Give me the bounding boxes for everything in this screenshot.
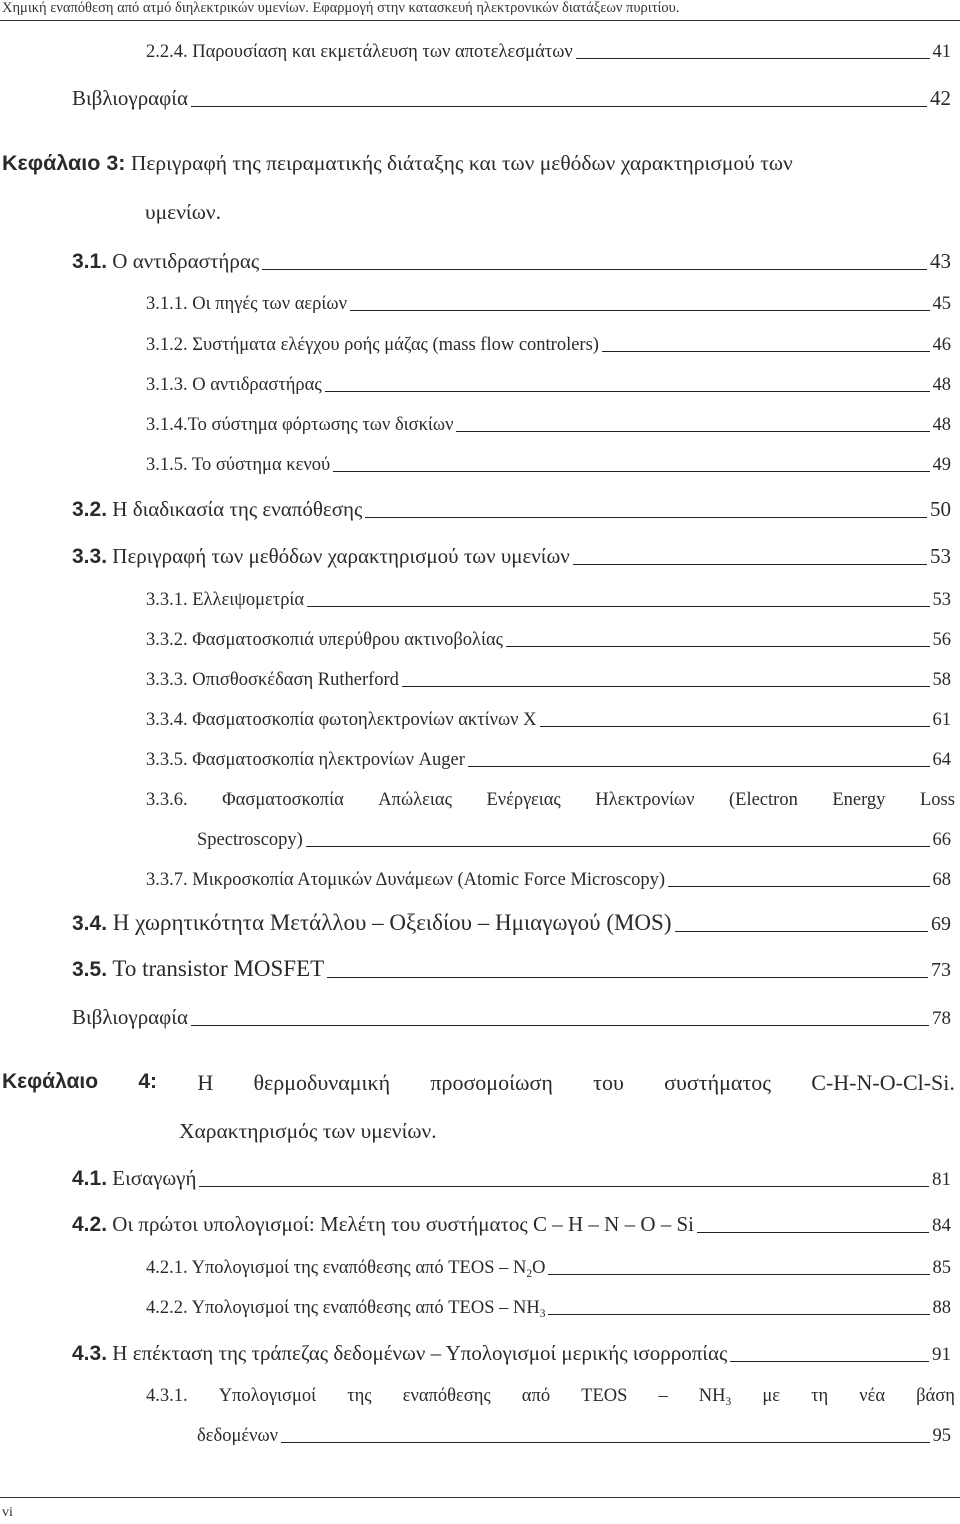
leader-line <box>402 686 930 687</box>
toc-entry[interactable]: 4.3. Η επέκταση της τράπεζας δεδομένων – Υπολογισμοί μερικής ισορροπίας 91 <box>72 1341 951 1365</box>
leader-line <box>573 564 927 565</box>
page-number: 41 <box>932 42 951 62</box>
page-number: 58 <box>932 670 951 690</box>
page-number: 53 <box>932 590 951 610</box>
leader-line <box>191 106 927 107</box>
page-number: 56 <box>932 630 951 650</box>
chapter-heading-cont: υμενίων. <box>145 200 221 224</box>
leader-line <box>675 931 929 932</box>
leader-line <box>325 391 930 392</box>
toc-entry[interactable]: 3.3.6. Φασματοσκοπία Απώλειας Ενέργειας Ηλεκτρονίων (Electron Energy Loss <box>146 790 955 810</box>
leader-line <box>307 606 929 607</box>
toc-entry[interactable]: 4.1. Εισαγωγή 81 <box>72 1166 951 1190</box>
toc-entry[interactable]: 3.1. Ο αντιδραστήρας 43 <box>72 249 951 273</box>
leader-line <box>281 1442 929 1443</box>
leader-line <box>697 1232 929 1233</box>
leader-line <box>262 269 927 270</box>
toc-entry[interactable]: 3.3.4. Φασματοσκοπία φωτοηλεκτρονίων ακτίνων X 61 <box>146 710 951 730</box>
page-number: 85 <box>932 1258 951 1278</box>
leader-line <box>540 726 930 727</box>
toc-entry[interactable]: 3.3.2. Φασματοσκοπιά υπερύθρου ακτινοβολίας 56 <box>146 630 951 650</box>
toc-entry[interactable]: 3.1.3. Ο αντιδραστήρας 48 <box>146 375 951 395</box>
page-number: 46 <box>932 335 951 355</box>
leader-line <box>456 431 929 432</box>
toc-entry[interactable]: 3.1.4.Το σύστημα φόρτωσης των δισκίων 48 <box>146 415 951 435</box>
toc-entry[interactable]: 3.4. Η χωρητικότητα Μετάλλου – Οξειδίου – Ημιαγωγού (MOS) 69 <box>72 910 951 935</box>
chapter-heading-cont: Χαρακτηρισμός των υμενίων. <box>179 1119 437 1143</box>
toc-entry[interactable]: 3.3.7. Μικροσκοπία Ατομικών Δυνάμεων (Atomic Force Microscopy) 68 <box>146 870 951 890</box>
page-number: 81 <box>932 1169 951 1190</box>
page-number: 50 <box>930 497 951 521</box>
toc-entry[interactable]: 3.1.1. Οι πηγές των αερίων 45 <box>146 294 951 314</box>
chapter-heading[interactable]: Κεφάλαιο 4: Η θερμοδυναμική προσομοίωση του συστήματος C-H-N-O-Cl-Si. <box>2 1070 955 1095</box>
leader-line <box>191 1025 929 1026</box>
toc-entry[interactable]: 3.1.5. Το σύστημα κενού 49 <box>146 455 951 475</box>
page-number: 48 <box>932 375 951 395</box>
page-number: 53 <box>930 544 951 568</box>
toc-entry[interactable]: 2.2.4. Παρουσίαση και εκμετάλευση των αποτελεσμάτων 41 <box>146 42 951 62</box>
leader-line <box>548 1274 929 1275</box>
footer-rule <box>0 1497 960 1498</box>
page-number: 48 <box>932 415 951 435</box>
page-number: 45 <box>932 294 951 314</box>
toc-entry[interactable]: Βιβλιογραφία 42 <box>72 86 951 110</box>
toc-entry[interactable]: 4.3.1. Υπολογισμοί της εναπόθεσης από TEOS – $NH_3$ με τη νέα βάση <box>146 1386 955 1408</box>
leader-line <box>548 1314 929 1315</box>
page-number: 68 <box>932 870 951 890</box>
toc-entry[interactable]: 4.2. Οι πρώτοι υπολογισμοί: Μελέτη του συστήματος C – H – N – O – Si 84 <box>72 1212 951 1236</box>
leader-line <box>306 846 930 847</box>
leader-line <box>333 471 929 472</box>
toc-entry[interactable]: 3.3.5. Φασματοσκοπία ηλεκτρονίων Auger 64 <box>146 750 951 770</box>
page-number: 61 <box>932 710 951 730</box>
toc-entry[interactable]: 3.5. Το transistor MOSFET 73 <box>72 956 951 981</box>
toc-entry-cont: Spectroscopy) 66 <box>197 830 951 850</box>
leader-line <box>350 310 930 311</box>
page-number: 73 <box>931 959 951 981</box>
page-number: 84 <box>932 1215 951 1236</box>
leader-line <box>506 646 930 647</box>
page-number: 91 <box>932 1344 951 1365</box>
header-rule <box>0 20 960 21</box>
page-number: 69 <box>931 913 951 935</box>
toc-entry-cont: δεδομένων 95 <box>197 1426 951 1446</box>
leader-line <box>199 1186 929 1187</box>
chapter-heading[interactable]: Κεφάλαιο 3: Περιγραφή της πειραματικής διάταξης και των μεθόδων χαρακτηρισμού των <box>2 151 793 175</box>
leader-line <box>668 886 929 887</box>
page-number: 42 <box>930 86 951 110</box>
toc-entry[interactable]: 3.1.2. Συστήματα ελέγχου ροής μάζας (mass flow controlers) 46 <box>146 335 951 355</box>
leader-line <box>365 517 927 518</box>
page-number-footer: vi <box>2 1505 13 1520</box>
leader-line <box>576 58 930 59</box>
leader-line <box>327 977 928 978</box>
page-number: 95 <box>932 1426 951 1446</box>
page-number: 66 <box>932 830 951 850</box>
toc-entry[interactable]: Βιβλιογραφία 78 <box>72 1005 951 1029</box>
page-number: 64 <box>932 750 951 770</box>
toc-entry[interactable]: 3.2. Η διαδικασία της εναπόθεσης 50 <box>72 497 951 521</box>
toc-entry[interactable]: 3.3.3. Οπισθοσκέδαση Rutherford 58 <box>146 670 951 690</box>
page-number: 49 <box>932 455 951 475</box>
running-header: Χημική εναπόθεση από ατμό διηλεκτρικών υμενίων. Εφαρμογή στην κατασκευή ηλεκτρονικών διατάξεων πυριτίου. <box>2 0 680 16</box>
toc-entry[interactable]: 4.2.2. Υπολογισμοί της εναπόθεσης από TEOS – $NH_3$ 88 <box>146 1298 951 1320</box>
leader-line <box>602 351 930 352</box>
toc-entry[interactable]: 3.3.1. Ελλειψομετρία 53 <box>146 590 951 610</box>
leader-line <box>468 766 930 767</box>
leader-line <box>730 1361 929 1362</box>
page-number: 88 <box>932 1298 951 1318</box>
page-number: 43 <box>930 249 951 273</box>
page-number: 78 <box>932 1008 951 1029</box>
toc-entry[interactable]: 4.2.1. Υπολογισμοί της εναπόθεσης από TEOS – $N_2O$ 85 <box>146 1258 951 1280</box>
toc-entry[interactable]: 3.3. Περιγραφή των μεθόδων χαρακτηρισμού των υμενίων 53 <box>72 544 951 568</box>
